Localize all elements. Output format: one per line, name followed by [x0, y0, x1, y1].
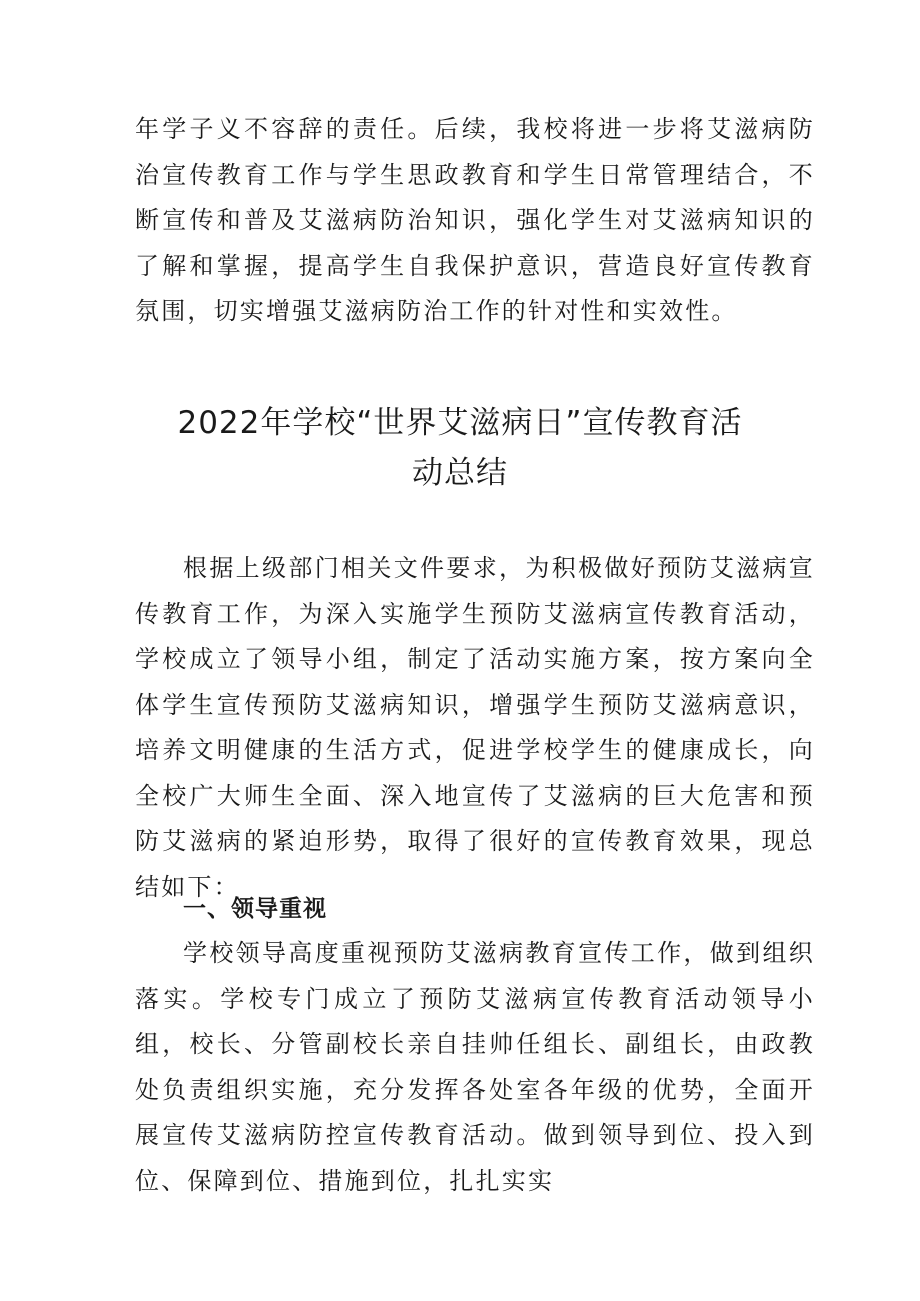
section1-paragraph: 学校领导高度重视预防艾滋病教育宣传工作，做到组织落实。学校专门成立了预防艾滋病宣传教育活动领导小组，校长、分管副校长亲自挂帅任组长、副组长，由政教处负责组织实施，充分发挥各处室各年级的优势，全面开展宣传艾滋病防控宣传教育活动。做到领导到位、投入到位、保障到位、措施到位，扎扎实实 — [135, 939, 815, 1195]
title-line-1: 2022年学校“世界艾滋病日”宣传教育活 — [177, 405, 743, 441]
continuation-paragraph: 年学子义不容辞的责任。后续，我校将进一步将艾滋病防治宣传教育工作与学生思政教育和学生日常管理结合，不断宣传和普及艾滋病防治知识，强化学生对艾滋病知识的了解和掌握，提高学生自我保护意识，营造良好宣传教育氛围，切实增强艾滋病防治工作的针对性和实效性。 — [135, 115, 815, 325]
document-title — [110, 398, 810, 498]
section-heading-leadership: 一、领导重视 — [183, 896, 327, 922]
title-line-2: 动总结 — [412, 455, 508, 491]
intro-paragraph: 根据上级部门相关文件要求，为积极做好预防艾滋病宣传教育工作，为深入实施学生预防艾滋病宣传教育活动，学校成立了领导小组，制定了活动实施方案，按方案向全体学生宣传预防艾滋病知识，增强学生预防艾滋病意识，培养文明健康的生活方式，促进学校学生的健康成长，向全校广大师生全面、深入地宣传了艾滋病的巨大危害和预防艾滋病的紧迫形势，取得了很好的宣传教育效果，现总结如下： — [135, 554, 815, 901]
